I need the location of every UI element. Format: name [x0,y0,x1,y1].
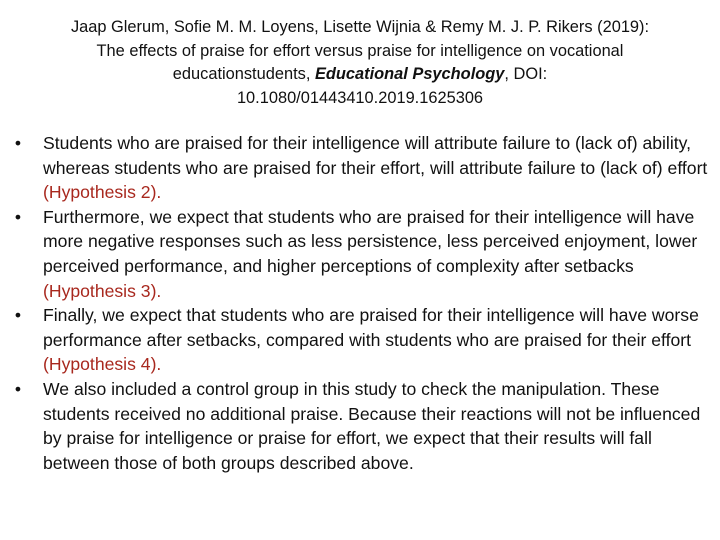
bullet-icon: • [14,305,22,326]
hypothesis-label: (Hypothesis 4). [43,354,162,375]
hypotheses-list [0,131,712,475]
hypothesis-label: (Hypothesis 2). [43,182,162,203]
bullet-text: Students who are praised for their intelligence will attribute failure to (lack of) ability, whereas students who are praised for their effort, will attribute failure to (lack of) effort [43,133,708,178]
list-item [0,303,712,377]
hypothesis-label: (Hypothesis 3). [43,280,162,301]
citation-title-end: educationstudents, [172,65,315,83]
list-item [0,131,712,205]
list-item [0,377,712,475]
bullet-text: Finally, we expect that students who are praised for their intelligence will have worse performance after setbacks, compared with students who are praised for their effort [43,305,699,350]
bullet-text: Furthermore, we expect that students who are praised for their intelligence will have more negative responses such as less persistence, less perceived enjoyment, lower perceived performance, and higher perceptions of complexity after setbacks [43,206,698,276]
citation-title: The effects of praise for effort versus praise for intelligence on vocational [96,41,624,60]
bullet-text: We also included a control group in this study to check the manipulation. These students received no additional praise. Because their reactions will not be influenced by praise for intelligence or praise for effort, we expect that their results will fall between those of both groups described above. [43,378,701,473]
citation-header [30,16,690,110]
doi-value: 10.1080/01443410.2019.1625306 [236,88,484,107]
list-item [0,205,712,303]
journal-name: Educational Psychology [314,65,505,83]
citation-authors: Jaap Glerum, Sofie M. M. Loyens, Lisette Wijnia & Remy M. J. P. Rikers (2019): [70,18,650,36]
citation-journal-line [30,63,690,87]
doi-label: , DOI: [504,65,548,83]
bullet-icon: • [14,133,22,153]
bullet-icon: • [14,206,22,227]
bullet-icon: • [14,378,22,399]
